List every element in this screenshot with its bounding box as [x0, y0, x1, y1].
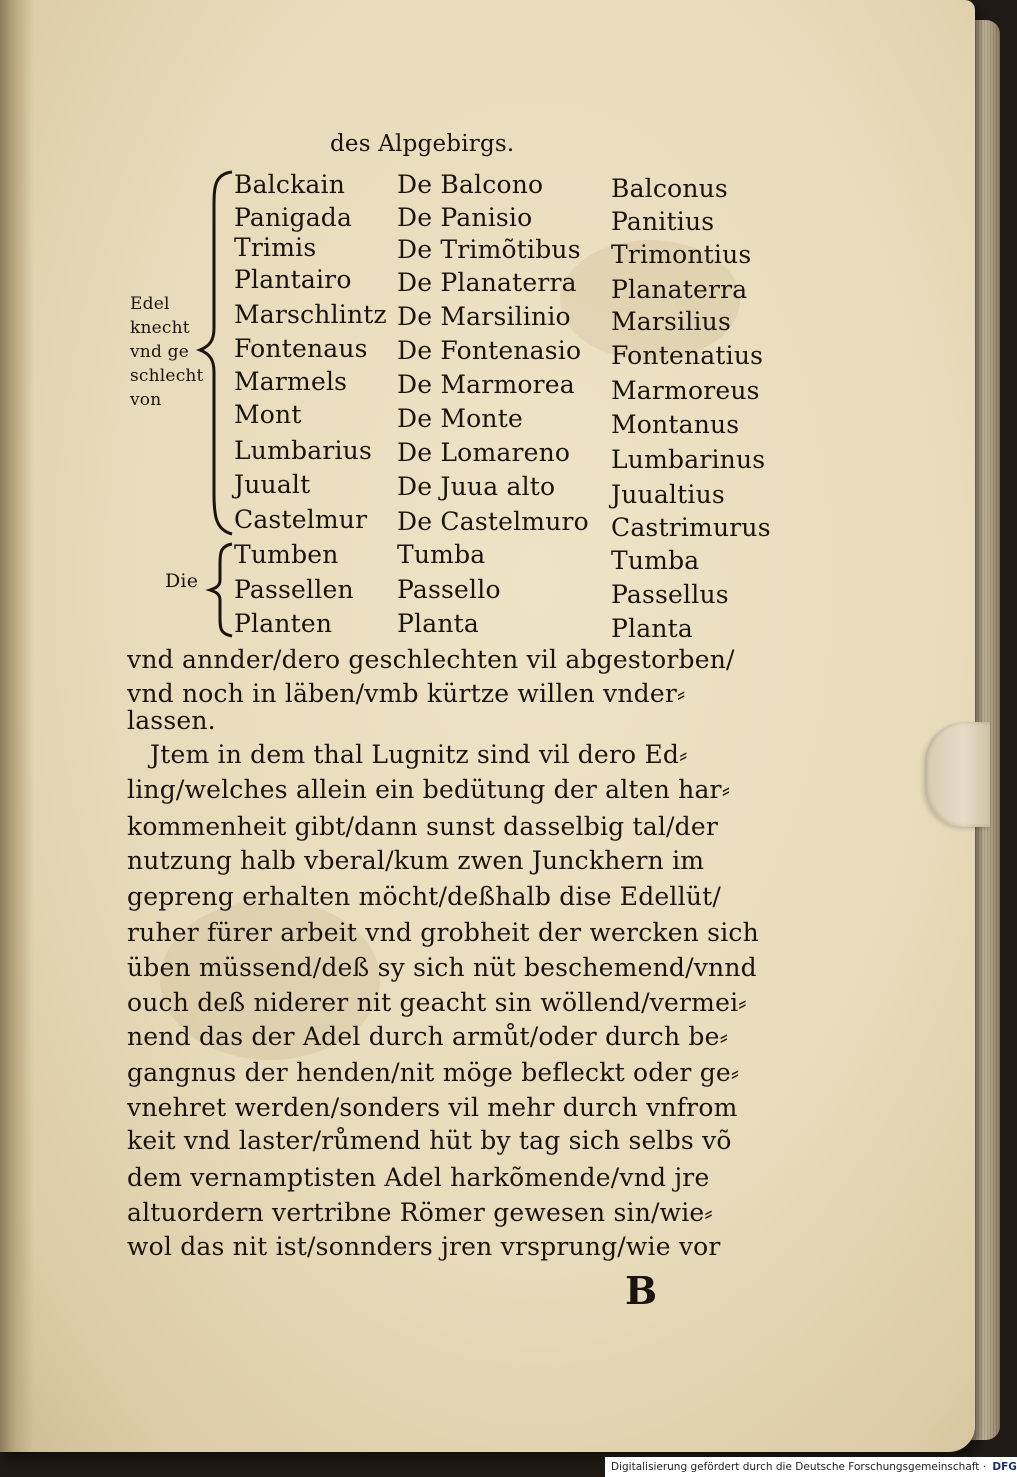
text-line: ouch deß niderer nit geacht sin wöllend/vermei⸗ [127, 988, 747, 1017]
table-cell-german: Mont [234, 400, 302, 429]
table-cell-latin-de: De Lomareno [397, 438, 571, 467]
table-cell-german: Marschlintz [234, 300, 387, 329]
table-cell-german: Plantairo [234, 265, 352, 294]
table-cell-latin: Montanus [611, 410, 740, 439]
table-cell-latin: Panitius [611, 207, 715, 236]
table-cell-latin: Castrimurus [611, 513, 771, 542]
side-label-line: von [130, 390, 162, 410]
table-cell-latin: Fontenatius [611, 341, 764, 370]
table-cell-latin-de: De Balcono [397, 170, 544, 199]
text-line: ruher fürer arbeit vnd grobheit der wercken sich [127, 918, 759, 947]
signature-mark: B [625, 1268, 658, 1313]
table-cell-latin: Juualtius [611, 480, 725, 509]
running-head: des Alpgebirgs. [330, 131, 515, 157]
text-line: nutzung halb vberal/kum zwen Junckhern im [127, 846, 705, 875]
table-cell-latin: Balconus [611, 174, 728, 203]
table-cell-latin: Marmoreus [611, 376, 760, 405]
table-cell-latin: Planaterra [611, 275, 748, 304]
table-cell-german: Planten [234, 609, 333, 638]
side-label-line: schlecht [130, 366, 204, 386]
text-line: Jtem in dem thal Lugnitz sind vil dero Ed⸗ [150, 740, 688, 769]
text-line: nend das der Adel durch armůt/oder durch be⸗ [127, 1022, 729, 1051]
table-cell-german: Trimis [234, 233, 317, 262]
dfg-logo: DFG [992, 1457, 1017, 1477]
table-cell-latin-de: De Fontenasio [397, 336, 582, 365]
table-cell-latin-de: Planta [397, 609, 479, 638]
large-brace [196, 168, 236, 538]
table-cell-latin-de: De Monte [397, 404, 523, 433]
side-label-line: vnd ge [130, 342, 189, 362]
text-line: vnehret werden/sonders vil mehr durch vnfrom [127, 1093, 738, 1122]
table-cell-latin-de: De Trimõtibus [397, 235, 581, 264]
table-cell-latin: Marsilius [611, 307, 732, 336]
text-line: keit vnd laster/růmend hüt by tag sich selbs võ [127, 1126, 732, 1155]
table-cell-latin-de: Passello [397, 575, 501, 604]
side-label-line: knecht [130, 318, 190, 338]
text-line: wol das nit ist/sonnders jren vrsprung/wie vor [127, 1232, 721, 1261]
side-label-line: Edel [130, 294, 170, 314]
table-cell-latin: Lumbarinus [611, 445, 766, 474]
text-line: vnd annder/dero geschlechten vil abgestorben/ [127, 645, 735, 674]
table-cell-latin-de: De Marmorea [397, 370, 575, 399]
table-cell-german: Panigada [234, 203, 353, 232]
table-cell-german: Juualt [234, 470, 311, 499]
footer-text: Digitalisierung gefördert durch die Deutsche Forschungsgemeinschaft · [611, 1461, 987, 1473]
text-line: ling/welches allein ein bedütung der alten har⸗ [127, 775, 731, 804]
side-label-die: Die [165, 570, 199, 592]
text-line: gepreng erhalten möcht/deßhalb dise Edellüt/ [127, 882, 721, 911]
table-cell-german: Fontenaus [234, 334, 368, 363]
text-line: gangnus der henden/nit möge befleckt oder ge⸗ [127, 1058, 740, 1087]
side-label [130, 293, 204, 411]
table-cell-latin: Trimontius [611, 240, 752, 269]
table-cell-latin-de: Tumba [397, 540, 486, 569]
table-cell-latin: Planta [611, 614, 693, 643]
table-cell-latin-de: De Panisio [397, 203, 533, 232]
table-cell-latin-de: De Marsilinio [397, 302, 571, 331]
table-cell-latin-de: De Castelmuro [397, 507, 589, 536]
table-cell-latin: Passellus [611, 580, 729, 609]
text-line: kommenheit gibt/dann sunst dasselbig tal/der [127, 812, 719, 841]
table-cell-german: Lumbarius [234, 436, 372, 465]
text-line: lassen. [127, 706, 216, 735]
table-cell-latin-de: De Planaterra [397, 268, 577, 297]
table-cell-german: Balckain [234, 170, 346, 199]
small-brace [206, 540, 236, 640]
table-cell-latin: Tumba [611, 546, 700, 575]
table-cell-german: Tumben [234, 540, 339, 569]
table-cell-german: Castelmur [234, 505, 368, 534]
text-line: dem vernamptisten Adel harkõmende/vnd jre [127, 1163, 710, 1192]
text-line: altuordern vertribne Römer gewesen sin/wie⸗ [127, 1198, 713, 1227]
text-line: üben müssend/deß sy sich nüt beschemend/vnnd [127, 953, 757, 982]
page-clip [925, 722, 990, 827]
page-gutter [0, 0, 34, 1452]
table-cell-german: Marmels [234, 367, 348, 396]
footer-credit [605, 1457, 1017, 1477]
text-line: vnd noch in läben/vmb kürtze willen vnder⸗ [127, 679, 686, 708]
table-cell-latin-de: De Juua alto [397, 472, 556, 501]
table-cell-german: Passellen [234, 575, 354, 604]
